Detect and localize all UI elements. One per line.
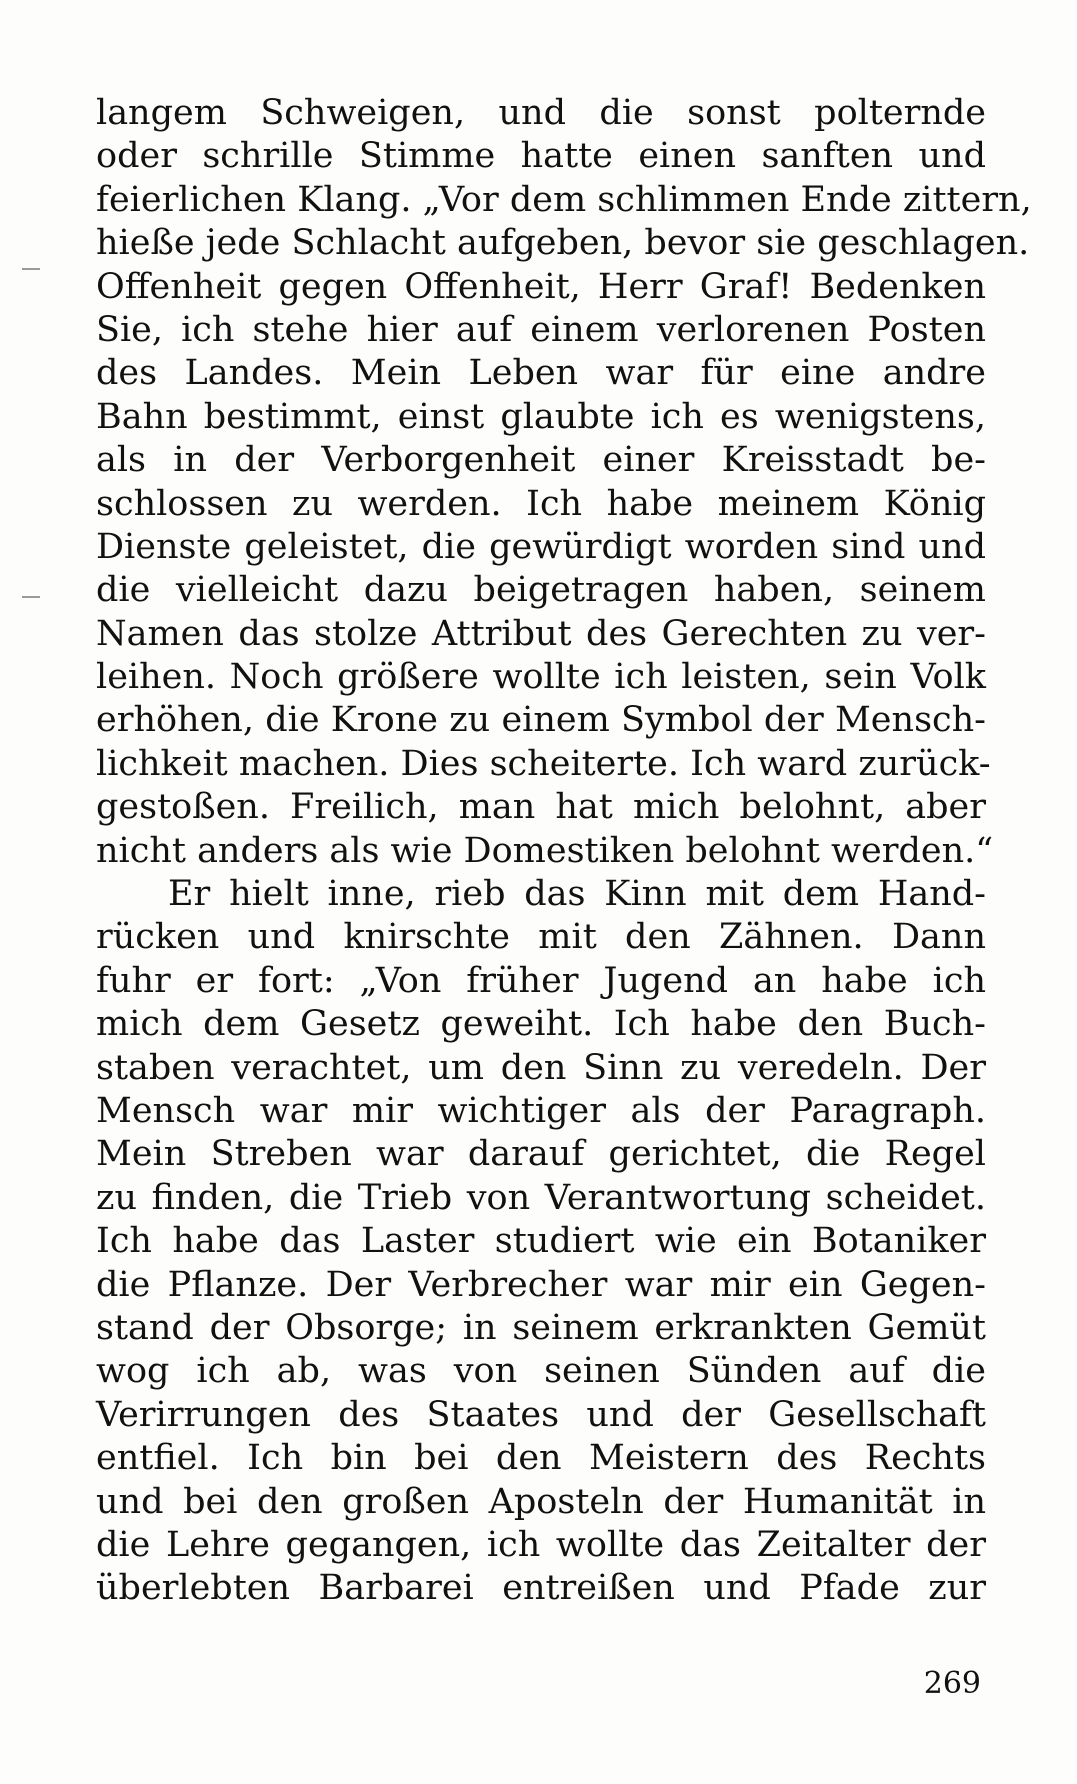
text-line: wog ich ab, was von seinen Sünden auf die [96, 1351, 986, 1392]
text-line: zu finden, die Trieb von Verantwortung scheidet. [96, 1177, 986, 1218]
body-text [96, 92, 1032, 1611]
text-line: staben verachtet, um den Sinn zu veredeln. Der [96, 1047, 986, 1088]
text-line: als in der Verborgenheit einer Kreisstadt be- [96, 440, 986, 481]
text-line: oder schrille Stimme hatte einen sanften und [96, 136, 986, 177]
text-line: Ich habe das Laster studiert wie ein Botaniker [96, 1221, 986, 1262]
text-line: Offenheit gegen Offenheit, Herr Graf! Bedenken [96, 266, 986, 307]
text-line: entfiel. Ich bin bei den Meistern des Rechts [96, 1438, 986, 1479]
text-line: mich dem Gesetz geweiht. Ich habe den Buch- [96, 1004, 986, 1045]
text-line: nicht anders als wie Domestiken belohnt werden.“ [96, 830, 994, 871]
text-line: des Landes. Mein Leben war für eine andre [96, 353, 986, 394]
text-line: Sie, ich stehe hier auf einem verlorenen Posten [96, 309, 986, 350]
text-line: langem Schweigen, und die sonst polternde [96, 93, 986, 133]
text-line: Mensch war mir wichtiger als der Paragraph. [96, 1090, 986, 1131]
text-line: rücken und knirschte mit den Zähnen. Dann [96, 917, 986, 958]
text-line: schlossen zu werden. Ich habe meinem König [96, 483, 986, 524]
text-line: und bei den großen Aposteln der Humanität in [96, 1481, 986, 1522]
text-line: leihen. Noch größere wollte ich leisten, sein Volk [96, 657, 986, 698]
text-line: Dienste geleistet, die gewürdigt worden sind und [96, 526, 986, 567]
margin-mark [22, 268, 40, 270]
margin-mark [22, 596, 40, 598]
page-number: 269 [923, 1666, 981, 1701]
text-line: Mein Streben war darauf gerichtet, die Regel [96, 1134, 986, 1175]
text-line: Bahn bestimmt, einst glaubte ich es wenigstens, [96, 396, 986, 437]
text-line: die vielleicht dazu beigetragen haben, seinem [96, 570, 986, 611]
text-line: gestoßen. Freilich, man hat mich belohnt, aber [96, 787, 986, 828]
text-line: die Pflanze. Der Verbrecher war mir ein Gegen- [96, 1264, 986, 1305]
text-line: lichkeit machen. Dies scheiterte. Ich ward zurück- [96, 743, 991, 784]
text-line: erhöhen, die Krone zu einem Symbol der Mensch- [96, 700, 986, 741]
text-line: Er hielt inne, rieb das Kinn mit dem Hand- [168, 874, 986, 915]
text-line: die Lehre gegangen, ich wollte das Zeitalter der [96, 1524, 986, 1565]
text-line: überlebten Barbarei entreißen und Pfade zur [96, 1568, 986, 1609]
text-line: feierlichen Klang. „Vor dem schlimmen Ende zittern, [96, 179, 1032, 220]
text-line: fuhr er fort: „Von früher Jugend an habe ich [96, 960, 986, 1001]
text-line: Verirrungen des Staates und der Gesellschaft [96, 1394, 986, 1435]
text-line: Namen das stolze Attribut des Gerechten zu ver- [96, 613, 986, 654]
text-line: hieße jede Schlacht aufgeben, bevor sie geschlagen. [96, 223, 1030, 264]
text-line: stand der Obsorge; in seinem erkrankten Gemüt [96, 1307, 986, 1348]
